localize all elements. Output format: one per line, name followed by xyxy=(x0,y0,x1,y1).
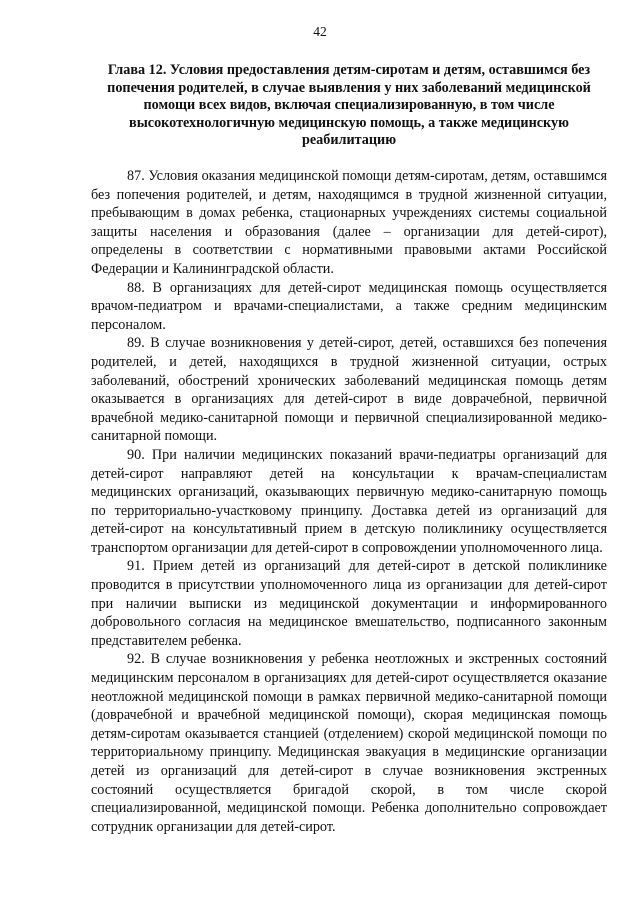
chapter-title: Глава 12. Условия предоставления детям-сиротам и детям, оставшимся без попечения родителей, в случае выявления у них заболеваний медицинской помощи всех видов, включая специализированную, в том числе высокотехнологичную медицинскую помощь, а также медицинскую реабилитацию xyxy=(107,62,591,149)
page-number: 42 xyxy=(313,24,327,39)
paragraph-91: 91. Прием детей из организаций для детей-сирот в детской поликлинике проводится в присутствии уполномоченного лица из организации для детей-сирот при наличии выписки из медицинской документации и информированного добровольного согласия на медицинское вмешательство, подписанного законным представителем ребенка. xyxy=(91,558,607,649)
paragraph-87: 87. Условия оказания медицинской помощи детям-сиротам, детям, оставшимся без попечения родителей, и детям, находящимся в трудной жизненной ситуации, пребывающим в домах ребенка, стационарных учреждениях системы социальной защиты населения и образования (далее – организации для детей-сирот), определены в соответствии с нормативными правовыми актами Российской Федерации и Калининградской области. xyxy=(91,168,607,277)
paragraph-89: 89. В случае возникновения у детей-сирот, детей, оставшихся без попечения родителей, и детей, находящихся в трудной жизненной ситуации, острых заболеваний, обострений хронических заболеваний медицинская помощь детям оказывается в организациях для детей-сирот в виде доврачебной, первичной врачебной медико-санитарной помощи и первичной специализированной медико-санитарной помощи. xyxy=(91,335,607,445)
document-body xyxy=(91,167,607,836)
paragraph-88: 88. В организациях для детей-сирот медицинская помощь осуществляется врачом-педиатром и врачами-специалистами, а также средним медицинским персоналом. xyxy=(91,279,607,333)
paragraph-90: 90. При наличии медицинских показаний врачи-педиатры организаций для детей-сирот направляют детей на консультации к врачам-специалистам медицинских организаций, оказывающих первичную медико-санитарную помощь по территориально-участковому принципу. Доставка детей из организаций для детей-сирот на консультативный прием в детскую поликлинику осуществляется транспортом организации для детей-сирот в сопровождении уполномоченного лица. xyxy=(91,446,607,556)
paragraph-92: 92. В случае возникновения у ребенка неотложных и экстренных состояний медицинским персоналом в организациях для детей-сирот осуществляется оказание неотложной медицинской помощи в рамках первичной медико-санитарной помощи (доврачебной и врачебной медицинской помощи), скорая медицинская помощь детям-сиротам оказывается станцией (отделением) скорой медицинской помощи по территориальному принципу. Медицинская эвакуация в медицинские организации детей из организаций для детей-сирот в случае возникновения экстренных состояний осуществляется бригадой скорой, в том числе скорой специализированной, медицинской помощи. Ребенка дополнительно сопровождает сотрудник организации для детей-сирот. xyxy=(91,651,607,835)
